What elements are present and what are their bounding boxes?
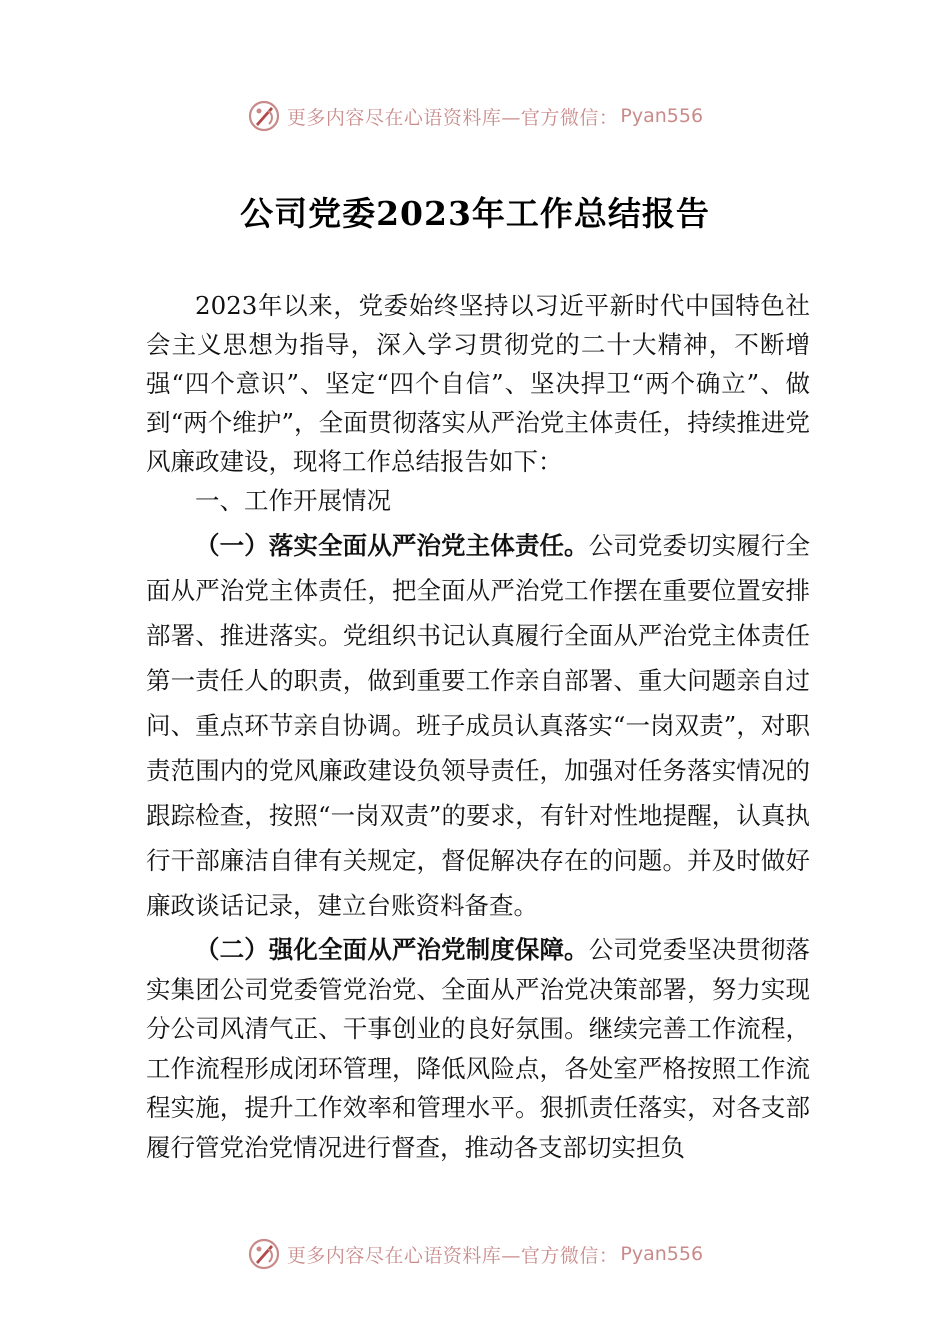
quill-seal-icon	[247, 1237, 281, 1271]
watermark-wechat-id: Pyan556	[620, 1243, 704, 1265]
document-body	[146, 286, 810, 1167]
intro-paragraph: 2023年以来，党委始终坚持以习近平新时代中国特色社会主义思想为指导，深入学习贯彻党的二十大精神，不断增强“四个意识”、坚定“四个自信”、坚决捍卫“两个确立”、做到“两个维护”，全面贯彻落实从严治党主体责任，持续推进党风廉政建设，现将工作总结报告如下：	[146, 291, 810, 476]
item-text-1: 公司党委切实履行全面从严治党主体责任，把全面从严治党工作摆在重要位置安排部署、推进落实。党组织书记认真履行全面从严治党主体责任第一责任人的职责，做到重要工作亲自部署、重大问题亲自过问、重点环节亲自协调。班子成员认真落实“一岗双责”，对职责范围内的党风廉政建设负领导责任，加强对任务落实情况的跟踪检查，按照“一岗双责”的要求，有针对性地提醒，认真执行干部廉洁自律有关规定，督促解决存在的问题。并及时做好廉政谈话记录，建立台账资料备查。	[146, 531, 811, 920]
item-paragraph-1	[146, 523, 810, 928]
watermark-wechat-id: Pyan556	[620, 105, 704, 127]
item-paragraph-2	[146, 930, 810, 1167]
watermark-text: 更多内容尽在心语资料库—官方微信：	[286, 1244, 619, 1267]
quill-seal-icon	[247, 99, 281, 133]
watermark-footer	[0, 1234, 950, 1274]
section-heading: 一、工作开展情况	[195, 486, 391, 515]
document-title: 公司党委2023年工作总结报告	[240, 194, 710, 233]
item-lead-2: （二）强化全面从严治党制度保障。	[195, 935, 589, 964]
item-text-2: 公司党委坚决贯彻落实集团公司党委管党治党、全面从严治党决策部署，努力实现分公司风清气正、干事创业的良好氛围。继续完善工作流程，工作流程形成闭环管理，降低风险点，各处室严格按照工作流程实施，提升工作效率和管理水平。狠抓责任落实，对各支部履行管党治党情况进行督查，推动各支部切实担负	[146, 935, 811, 1162]
item-lead-1: （一）落实全面从严治党主体责任。	[195, 531, 589, 560]
watermark-text: 更多内容尽在心语资料库—官方微信：	[286, 106, 619, 129]
watermark-header	[0, 96, 950, 136]
